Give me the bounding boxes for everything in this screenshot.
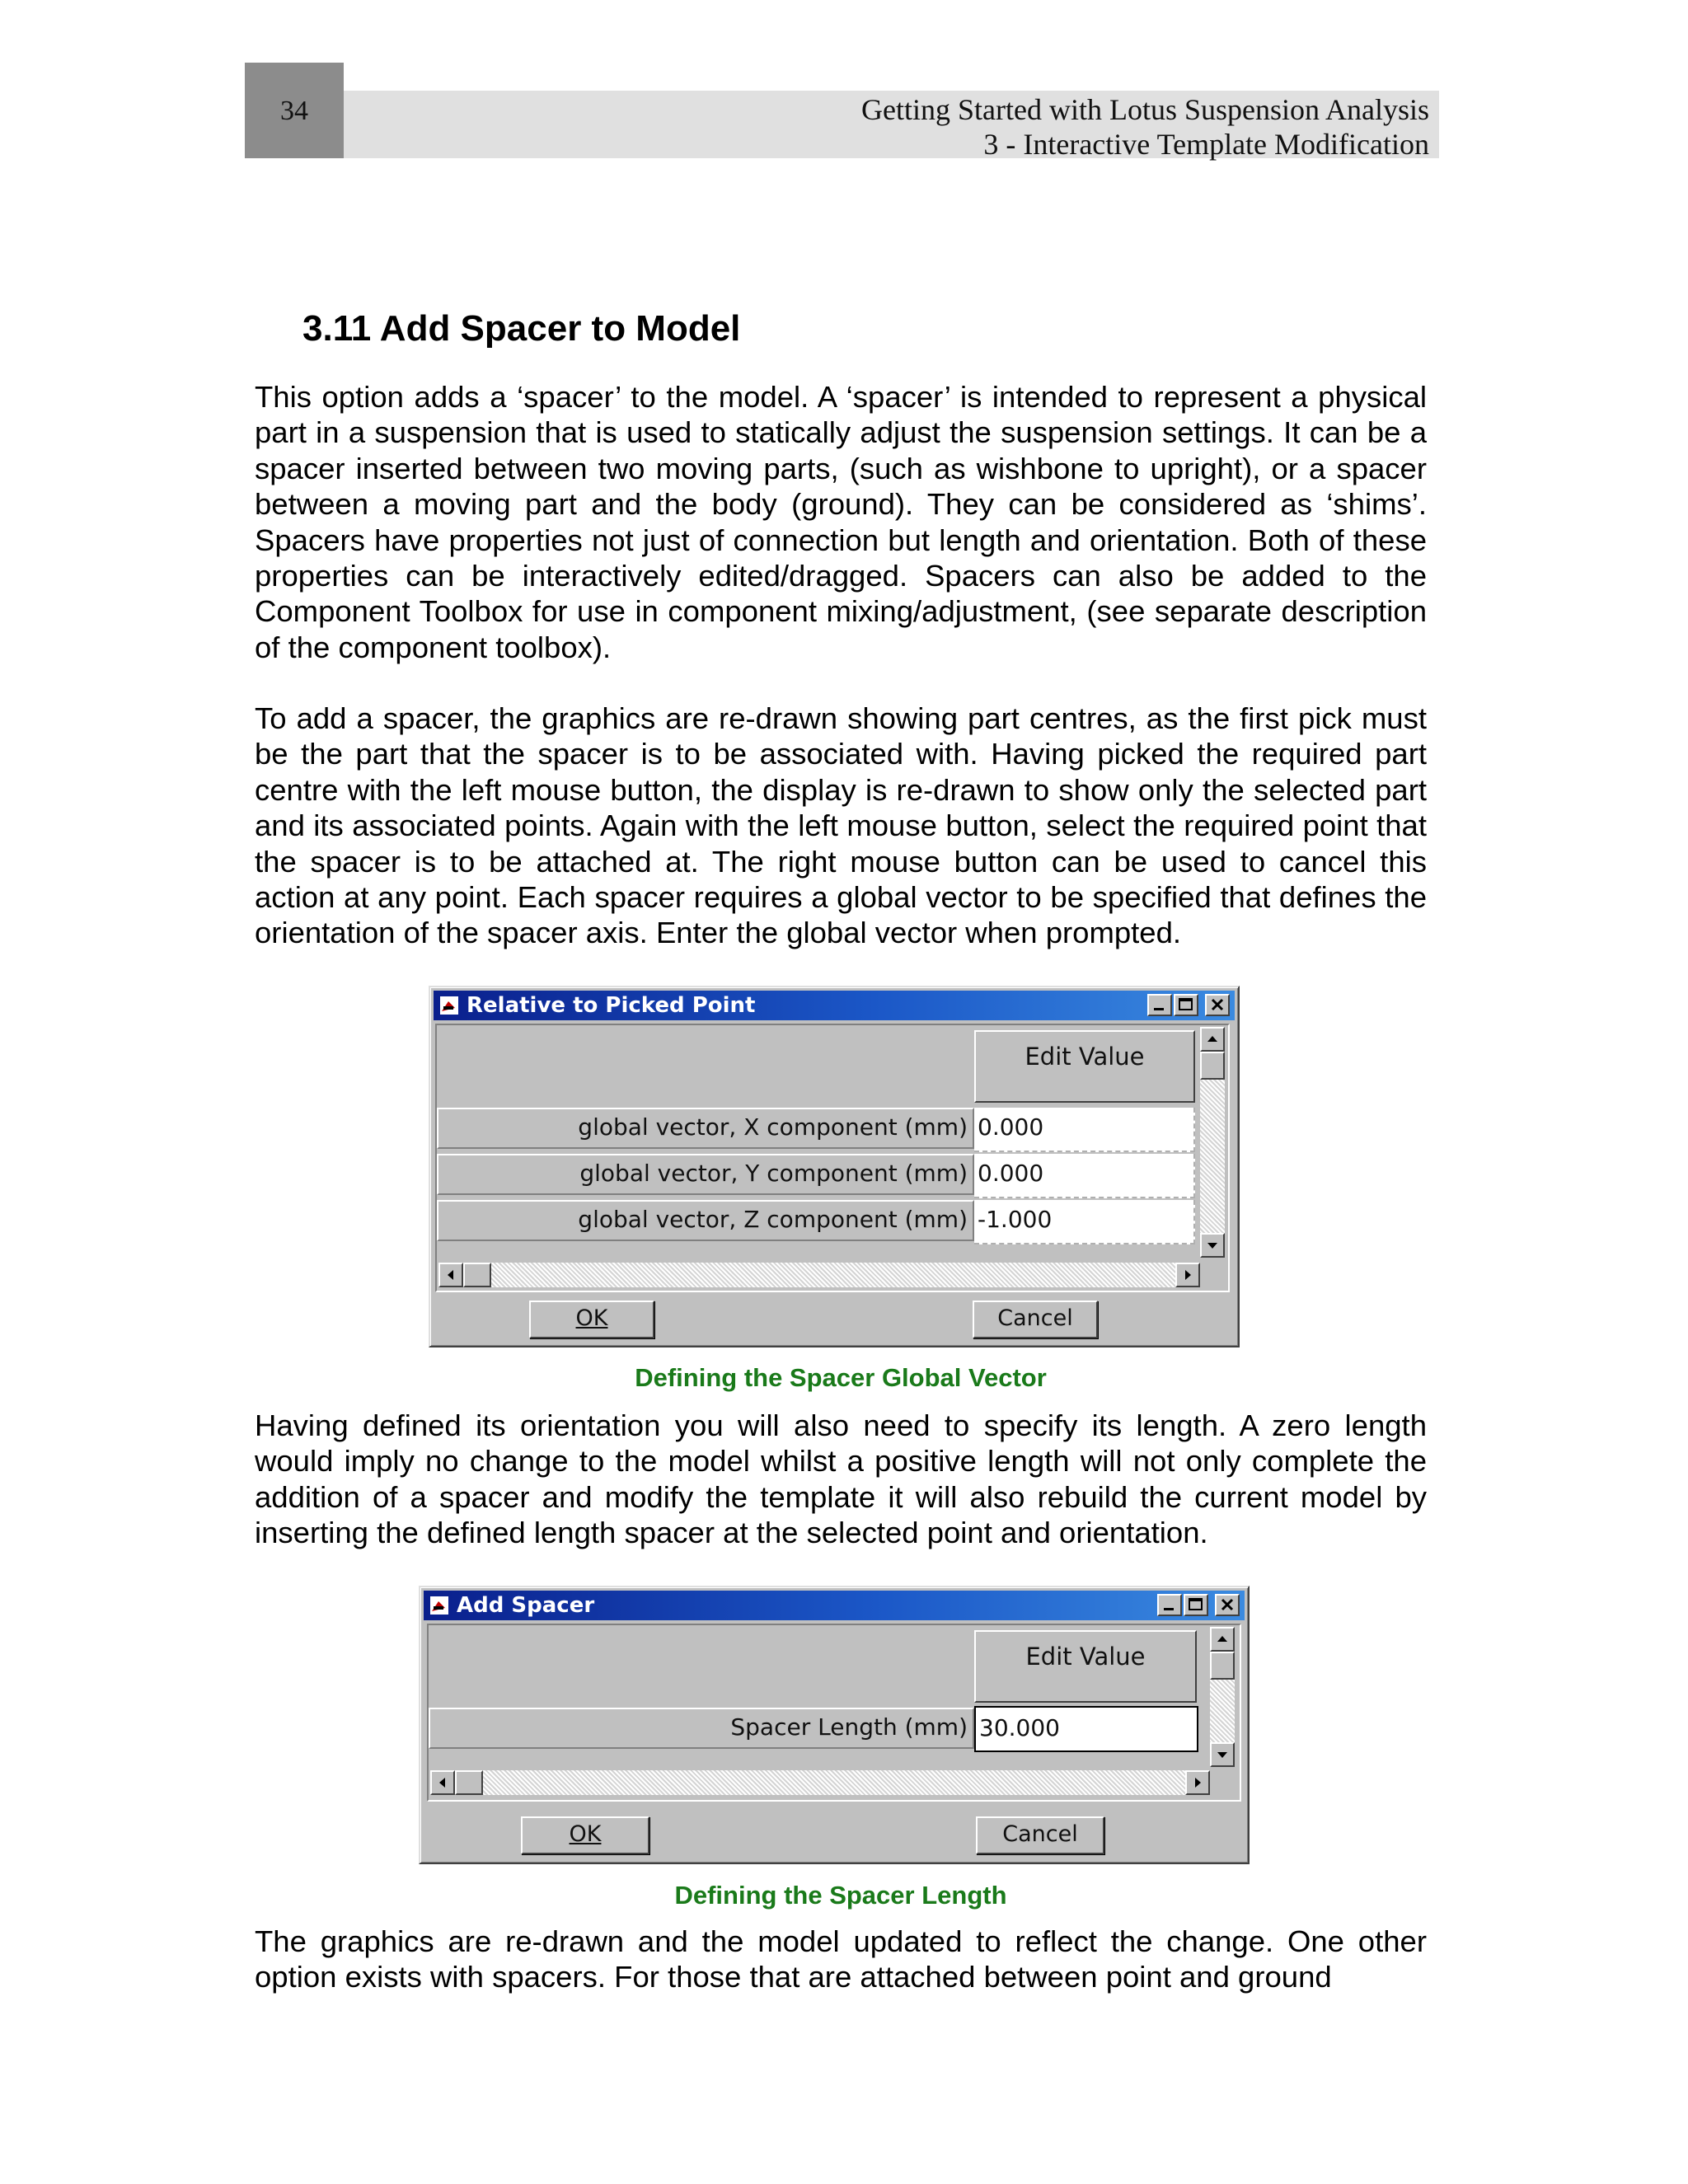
paragraph-4: The graphics are re-drawn and the model updated to reflect the change. One other option exists with spacers. For those that are attached between point and ground (255, 1924, 1427, 1994)
value-field-z[interactable]: -1.000 (974, 1200, 1195, 1244)
scroll-left-button[interactable] (438, 1263, 463, 1287)
close-button[interactable] (1215, 1594, 1240, 1616)
vertical-scroll-thumb[interactable] (1210, 1652, 1235, 1680)
scroll-down-button[interactable] (1210, 1742, 1235, 1767)
ok-button[interactable] (521, 1816, 649, 1854)
close-icon (1217, 1596, 1238, 1615)
minimize-button[interactable] (1147, 994, 1172, 1016)
dialog1-grid (435, 1024, 1230, 1292)
maximize-button[interactable] (1184, 1594, 1208, 1616)
scroll-up-button[interactable] (1200, 1027, 1225, 1052)
header-text (861, 92, 1429, 162)
dialog2-titlebar[interactable] (424, 1591, 1245, 1620)
scroll-right-button[interactable] (1175, 1263, 1200, 1287)
row-label-y: global vector, Y component (mm) (437, 1154, 974, 1195)
relative-to-picked-point-dialog (429, 986, 1240, 1347)
add-spacer-dialog (419, 1586, 1250, 1864)
dialog1-titlebar[interactable] (434, 991, 1235, 1020)
paragraph-2: To add a spacer, the graphics are re-drawn showing part centres, as the first pick must be the part that the spacer is to be associated with. Having picked the required part centre with the left mouse button, the display is re-drawn to show only the selected part and its associated points. Again with the left mouse button, select the required point that the spacer is to be attached at. The right mouse button can be used to cancel this action at any point. Each spacer requires a global vector to be specified that defines the orientation of the spacer axis. Enter the global vector when prompted. (255, 701, 1427, 950)
row-label-spacer-length: Spacer Length (mm) (429, 1708, 974, 1749)
arrow-up-icon (1202, 1029, 1223, 1050)
arrow-down-icon (1202, 1235, 1223, 1256)
value-field-x[interactable]: 0.000 (974, 1108, 1195, 1152)
close-icon (1207, 996, 1228, 1015)
scroll-down-button[interactable] (1200, 1233, 1225, 1258)
figure-caption-1: Defining the Spacer Global Vector (635, 1363, 1047, 1392)
column-header-edit-value: Edit Value (974, 1030, 1195, 1103)
section-title: 3.11 Add Spacer to Model (302, 308, 741, 349)
dialog2-title: Add Spacer (457, 1593, 595, 1618)
cancel-button-label: Cancel (997, 1305, 1073, 1331)
minimize-icon (1149, 996, 1170, 1015)
scroll-right-button[interactable] (1185, 1770, 1210, 1795)
spacer-length-input[interactable]: 30.000 (974, 1706, 1198, 1752)
paragraph-3: Having defined its orientation you will also need to specify its length. A zero length would imply no change to the model whilst a positive length will not only complete the addition of a spacer and modify the template it will also rebuild the current model by inserting the defined length spacer at the selected point and orientation. (255, 1408, 1427, 1550)
running-header (344, 91, 1439, 161)
header-doc-title: Getting Started with Lotus Suspension Analysis (861, 93, 1429, 126)
column-header-edit-value: Edit Value (974, 1630, 1197, 1703)
vertical-scrollbar[interactable] (1210, 1627, 1235, 1767)
maximize-button[interactable] (1174, 994, 1198, 1016)
horizontal-scroll-thumb[interactable] (455, 1770, 483, 1795)
ok-button-label: OK (569, 1821, 602, 1847)
app-icon (438, 995, 460, 1016)
cancel-button[interactable] (976, 1816, 1104, 1854)
horizontal-scroll-thumb[interactable] (463, 1263, 491, 1287)
scroll-up-button[interactable] (1210, 1627, 1235, 1652)
figure-caption-2: Defining the Spacer Length (674, 1881, 1007, 1910)
dialog2-grid (427, 1624, 1241, 1802)
arrow-right-icon (1187, 1772, 1208, 1793)
maximize-icon (1175, 996, 1197, 1015)
minimize-button[interactable] (1157, 1594, 1182, 1616)
header-chapter: 3 - Interactive Template Modification (983, 128, 1429, 161)
arrow-left-icon (440, 1264, 462, 1286)
ok-button[interactable] (529, 1301, 654, 1338)
value-field-y[interactable]: 0.000 (974, 1154, 1195, 1198)
vertical-scroll-thumb[interactable] (1200, 1052, 1225, 1080)
arrow-down-icon (1212, 1744, 1233, 1765)
close-button[interactable] (1205, 994, 1230, 1016)
scroll-left-button[interactable] (430, 1770, 455, 1795)
row-label-x: global vector, X component (mm) (437, 1108, 974, 1149)
paragraph-1: This option adds a ‘spacer’ to the model. A ‘spacer’ is intended to represent a physical part in a suspension that is used to statically adjust the suspension settings. It can be a spacer inserted between two moving parts, (such as wishbone to upright), or a spacer between a moving part and the body (ground). They can be considered as ‘shims’. Spacers have properties not just of connection but length and orientation. Both of these properties can be interactively edited/dragged. Spacers can also be added to the Component Toolbox for use in component mixing/adjustment, (see separate description of the component toolbox). (255, 380, 1427, 664)
arrow-right-icon (1177, 1264, 1198, 1286)
minimize-icon (1159, 1596, 1180, 1615)
ok-button-label: OK (575, 1305, 608, 1331)
horizontal-scrollbar[interactable] (430, 1770, 1210, 1795)
app-icon (429, 1595, 450, 1616)
dialog1-title: Relative to Picked Point (467, 993, 756, 1018)
arrow-left-icon (432, 1772, 453, 1793)
page-number: 34 (280, 96, 308, 126)
cancel-button[interactable] (973, 1301, 1098, 1338)
row-label-z: global vector, Z component (mm) (437, 1200, 974, 1241)
maximize-icon (1185, 1596, 1207, 1615)
vertical-scrollbar[interactable] (1200, 1027, 1225, 1258)
horizontal-scrollbar[interactable] (438, 1263, 1200, 1287)
cancel-button-label: Cancel (1002, 1821, 1078, 1847)
page-number-box (245, 63, 344, 158)
arrow-up-icon (1212, 1629, 1233, 1650)
